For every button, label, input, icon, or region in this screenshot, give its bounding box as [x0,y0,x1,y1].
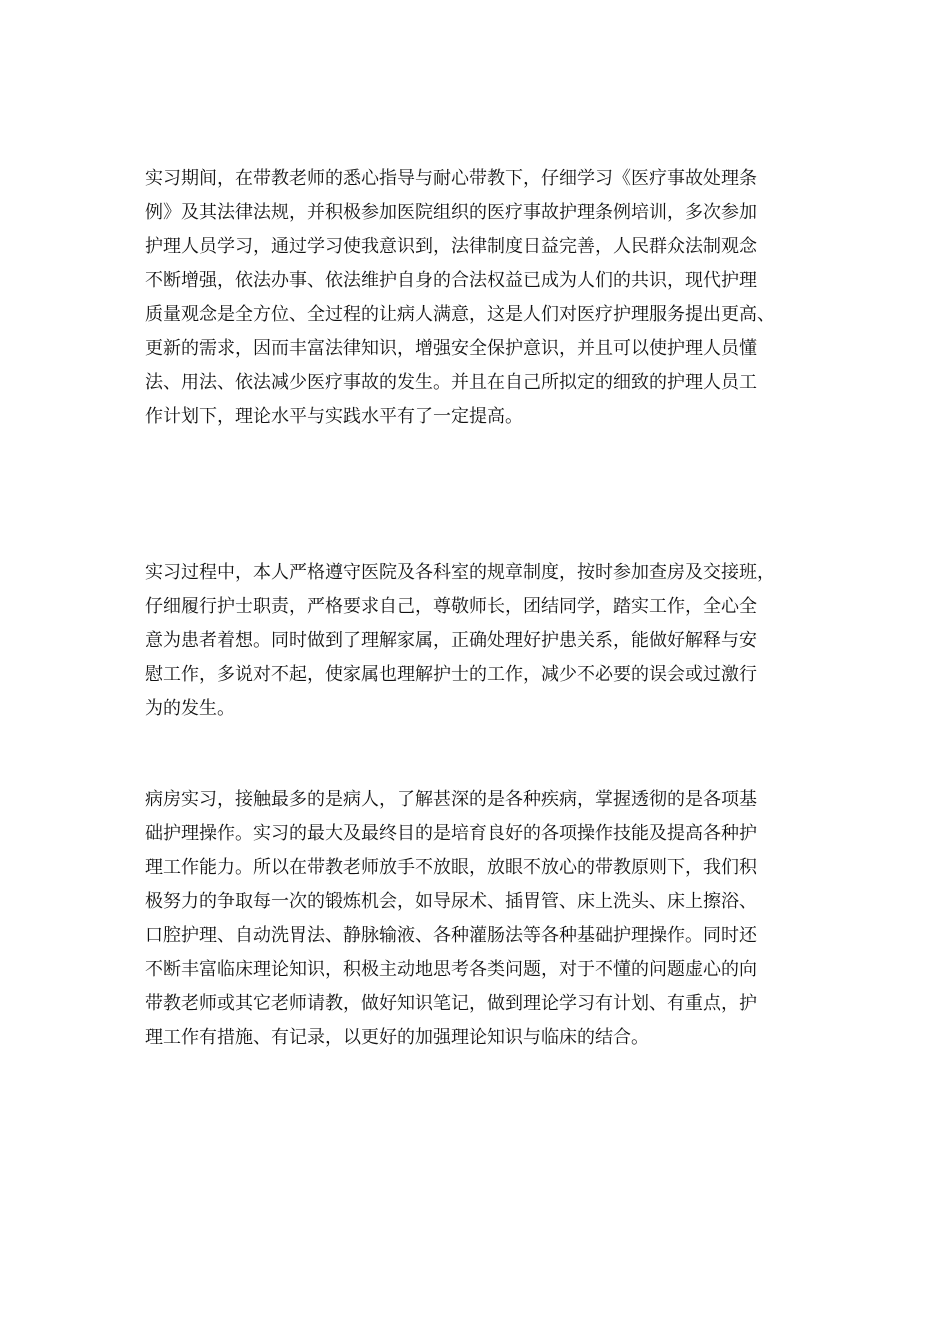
text-line: 极努力的争取每一次的锻炼机会，如导尿术、插胃管、床上洗头、床上擦浴、 [145,891,757,912]
text-line: 质量观念是全方位、全过程的让病人满意，这是人们对医疗护理服务提出更高、 [145,304,775,325]
text-line: 口腔护理、自动洗胃法、静脉输液、各种灌肠法等各种基础护理操作。同时还 [145,925,757,946]
text-line: 实习过程中，本人严格遵守医院及各科室的规章制度，按时参加查房及交接班， [145,562,775,583]
text-line: 不断增强，依法办事、依法维护自身的合法权益已成为人们的共识，现代护理 [145,270,757,291]
text-line: 更新的需求，因而丰富法律知识，增强安全保护意识，并且可以使护理人员懂 [145,338,757,359]
paragraph-internship-process [145,556,835,726]
text-line: 仔细履行护士职责，严格要求自己，尊敬师长，团结同学，踏实工作，全心全 [145,596,757,617]
text-line: 为的发生。 [145,698,235,719]
text-line: 例》及其法律法规，并积极参加医院组织的医疗事故护理条例培训，多次参加 [145,202,757,223]
text-line: 慰工作，多说对不起，使家属也理解护士的工作，减少不必要的误会或过激行 [145,664,757,685]
text-line: 实习期间，在带教老师的悉心指导与耐心带教下，仔细学习《医疗事故处理条 [145,168,757,189]
text-line: 病房实习，接触最多的是病人，了解甚深的是各种疾病，掌握透彻的是各项基 [145,789,757,810]
text-line: 法、用法、依法减少医疗事故的发生。并且在自己所拟定的细致的护理人员工 [145,372,757,393]
text-line: 作计划下，理论水平与实践水平有了一定提高。 [145,406,523,427]
paragraph-ward-internship [145,783,835,1055]
text-line: 意为患者着想。同时做到了理解家属，正确处理好护患关系，能做好解释与安 [145,630,757,651]
text-line: 不断丰富临床理论知识，积极主动地思考各类问题，对于不懂的问题虚心的向 [145,959,757,980]
paragraph-internship-period [145,162,835,434]
text-line: 带教老师或其它老师请教，做好知识笔记，做到理论学习有计划、有重点，护 [145,993,757,1014]
text-line: 理工作能力。所以在带教老师放手不放眼，放眼不放心的带教原则下，我们积 [145,857,757,878]
text-line: 础护理操作。实习的最大及最终目的是培育良好的各项操作技能及提高各种护 [145,823,757,844]
text-line: 护理人员学习，通过学习使我意识到，法律制度日益完善，人民群众法制观念 [145,236,757,257]
text-line: 理工作有措施、有记录，以更好的加强理论知识与临床的结合。 [145,1027,649,1048]
